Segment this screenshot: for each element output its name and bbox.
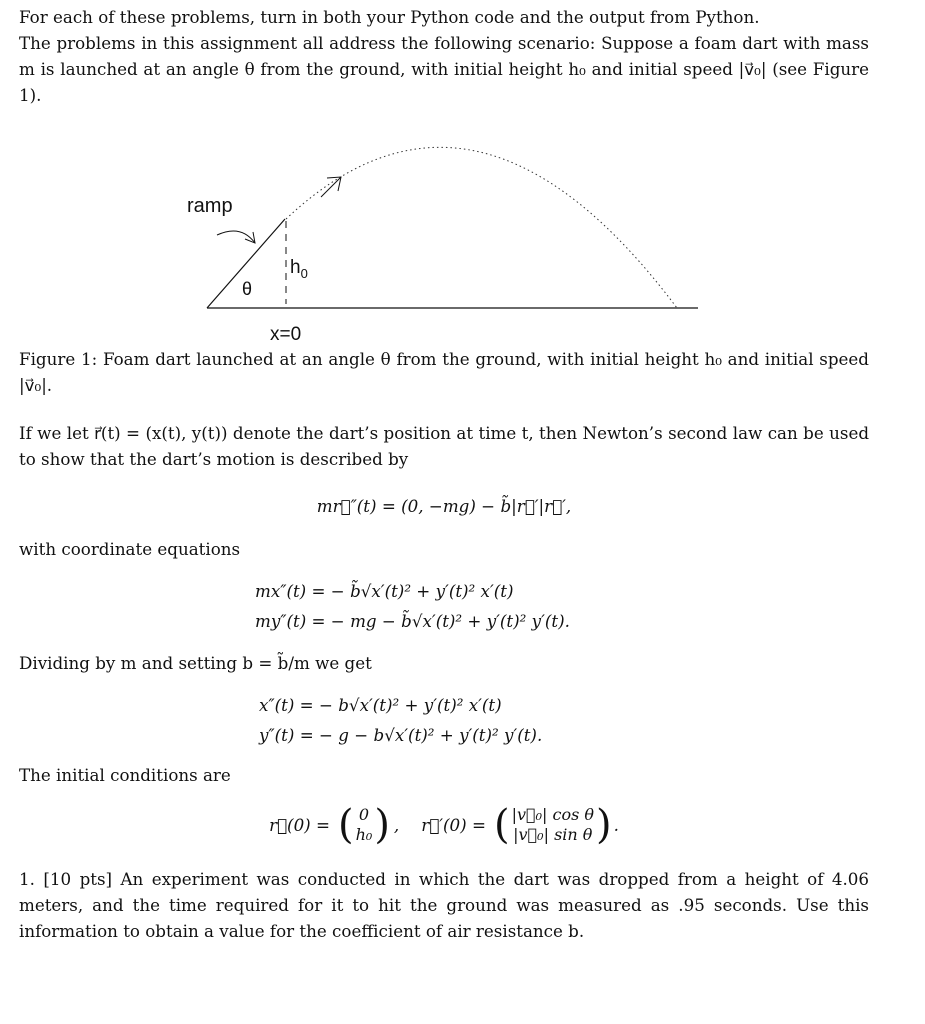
figure-caption: Figure 1: Foam dart launched at an angle θ from the ground, with initial height h₀ and initial speed |v⃗₀|. [19,349,869,395]
trajectory-arrow [321,177,341,197]
problem-1: 1. [10 pts] An experiment was conducted in which the dart was dropped from a height of 4.06 meters, and the time required for it to hit the ground was measured as .95 seconds. Use this information to obtain a value for the coefficient of air resistance b. [19,869,869,941]
coord-equation-y: my″(t) = − mg − b̃√x′(t)² + y′(t)² y′(t). [255,611,570,631]
h0-label: $h_0$ [290,257,308,281]
rp0-vector [512,805,594,845]
r0-label: r⃗(0) = [269,815,330,835]
left-paren-1: ( [337,802,354,848]
initial-conditions-equation [19,794,869,856]
intro-line: For each of these problems, turn in both your Python code and the output from Python. [19,7,760,27]
trajectory-arc [286,147,677,308]
coordinate-equations [19,576,869,636]
right-paren-2: ) [596,802,612,848]
r0-vector [356,805,373,845]
figure-1 [19,108,869,346]
left-paren-2: ( [493,802,510,848]
x0-label: x=0 [270,324,302,345]
initial-conditions-text: The initial conditions are [19,765,231,785]
right-paren-1: ) [374,802,390,848]
coord-equation-x: mx″(t) = − b̃√x′(t)² + y′(t)² x′(t) [255,581,514,601]
theta-label: θ [242,279,253,299]
divided-equations [19,690,869,750]
equation-main: mr⃗″(t) = (0, −mg) − b̃|r⃗′|r⃗′, [316,496,572,516]
r0-top: 0 [358,805,370,824]
separator-comma: , [393,815,400,835]
end-period: . [613,815,619,835]
document-page [19,4,869,944]
with-coordinate-text: with coordinate equations [19,539,241,559]
rp0-label: r⃗′(0) = [421,815,486,835]
newton-paragraph: If we let r⃗(t) = (x(t), y(t)) denote the dart’s position at time t, then Newton’s second law can be used to show that the dart’s motion is described by [19,423,869,469]
rp0-bottom: |v⃗₀| sin θ [513,825,593,844]
divided-equation-y: y″(t) = − g − b√x′(t)² + y′(t)² y′(t). [259,725,543,745]
trajectory-diagram [19,108,869,346]
divided-equation-x: x″(t) = − b√x′(t)² + y′(t)² x′(t) [259,695,502,715]
scenario-paragraph: The problems in this assignment all address the following scenario: Suppose a foam dart with mass m is launched at an angle θ from the ground, with initial height h₀ and initial speed |v⃗₀| (see Figure 1). [19,33,869,105]
ramp-label: ramp [187,195,233,217]
dividing-text: Dividing by m and setting b = b̃/m we get [19,653,372,673]
r0-bottom: h₀ [355,825,373,844]
rp0-top: |v⃗₀| cos θ [511,805,595,824]
